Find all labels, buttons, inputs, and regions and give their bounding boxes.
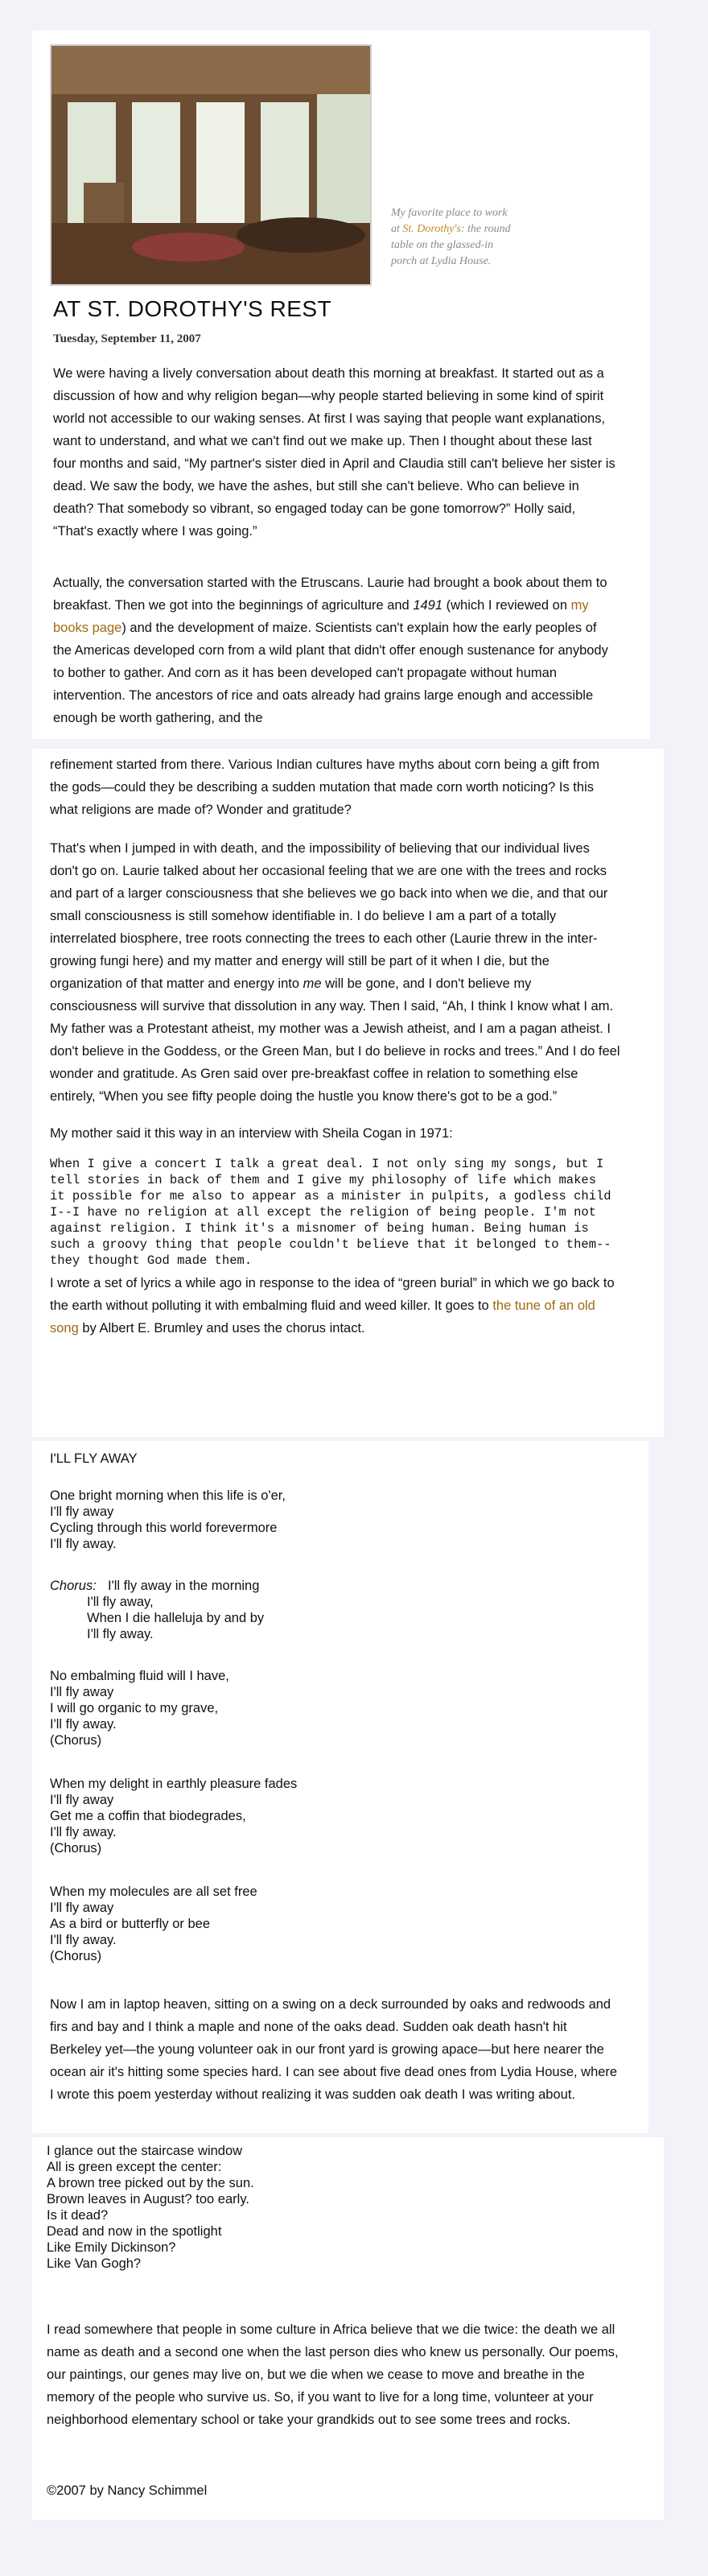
song-verse-2 — [50, 1668, 229, 1748]
verse-2-line-5: (Chorus) — [50, 1733, 102, 1748]
verse-3-line-2: I'll fly away — [50, 1793, 114, 1807]
paragraph-7: I read somewhere that people in some culture in Africa believe that we die twice: the death we all name as death and a second one when the last person dies who knew us personally. Our poems, our paintings, our genes may live on, but we die when we cease to move and breathe in the memory of the people who survive us. So, if you want to live for a long time, volunteer at your neighborhood elementary school or take your grandkids out to see some trees and rocks. — [47, 2322, 619, 2427]
caption-line-2 — [391, 221, 576, 237]
chorus-line-2: I'll fly away, — [87, 1595, 154, 1609]
paragraph-2-text-b: (which I reviewed on — [442, 598, 571, 613]
caption-line-3: table on the glassed-in — [391, 239, 494, 251]
verse-3-line-3: Get me a coffin that biodegrades, — [50, 1809, 246, 1823]
song-verse-3 — [50, 1776, 297, 1856]
verse-3-line-1: When my delight in earthly pleasure fades — [50, 1777, 298, 1791]
paragraph-5-text-b: by Albert E. Brumley and uses the chorus intact. — [78, 1321, 365, 1335]
porch-photo-illustration — [51, 46, 370, 284]
interview-quote: When I give a concert I talk a great deal. I not only sing my songs, but I tell stories in back of them and I give my philosophy of life which makes it possible for me also to appear as a minister in pulpits, a godless child I--I have no religion at all except the religion of being people. I'm not against religion. I think it's a misnomer of being human. Being human is such a groovy thing that people couldn't believe that it belonged to them--they thought God made them. — [50, 1157, 611, 1268]
verse-3-line-4: I'll fly away. — [50, 1825, 117, 1839]
verse-3-line-5: (Chorus) — [50, 1841, 102, 1856]
verse-2-line-1: No embalming fluid will I have, — [50, 1669, 229, 1683]
paragraph-5 — [50, 1272, 621, 1340]
copyright-notice: ©2007 by Nancy Schimmel — [47, 2483, 208, 2498]
chorus-line-1-text: I'll fly away in the morning — [108, 1579, 260, 1593]
paragraph-2-text-a: Actually, the conversation started with the Etruscans. Laurie had brought a book about them to breakfast. Then we got into the beginnings of agriculture and — [53, 576, 607, 613]
caption-prefix: at — [391, 223, 403, 235]
song-verse-1 — [50, 1488, 286, 1552]
caption-suffix: : the round — [460, 223, 511, 235]
porch-photo — [50, 44, 372, 286]
paragraph-2 — [53, 572, 616, 729]
staircase-poem — [47, 2143, 254, 2272]
chorus-line-4: I'll fly away. — [87, 1627, 154, 1641]
poem-line-8: Like Van Gogh? — [47, 2256, 142, 2271]
verse-1-line-3: Cycling through this world forevermore — [50, 1521, 278, 1535]
song-chorus — [50, 1578, 264, 1642]
paragraph-2-continued: refinement started from there. Various Indian cultures have myths about corn being a gift from the gods—could they be describing a sudden mutation that made corn worth noticing? Is this what religions are made of? Wonder and gratitude? — [50, 758, 599, 817]
paragraph-3-emphasis: me — [303, 976, 322, 991]
photo-caption — [391, 205, 576, 270]
poem-line-2: All is green except the center: — [47, 2160, 222, 2174]
poem-line-5: Is it dead? — [47, 2208, 109, 2223]
poem-line-3: A brown tree picked out by the sun. — [47, 2176, 254, 2190]
verse-4-line-3: As a bird or butterfly or bee — [50, 1917, 211, 1931]
st-dorothys-link[interactable]: St. Dorothy's — [402, 223, 461, 235]
song-title: I'LL FLY AWAY — [50, 1451, 138, 1466]
poem-line-1: I glance out the staircase window — [47, 2144, 243, 2158]
paragraph-5-text-a: I wrote a set of lyrics a while ago in response to the idea of “green burial” in which we go back to the earth without polluting it with embalming fluid and weed killer. It goes to — [50, 1276, 615, 1313]
song-verse-4 — [50, 1884, 257, 1964]
verse-2-line-3: I will go organic to my grave, — [50, 1701, 219, 1715]
verse-2-line-2: I'll fly away — [50, 1685, 114, 1699]
page-title: AT ST. DOROTHY'S REST — [53, 296, 332, 321]
caption-line-4: porch at Lydia House. — [391, 255, 492, 267]
paragraph-3 — [50, 837, 621, 1108]
verse-4-line-2: I'll fly away — [50, 1901, 114, 1915]
verse-2-line-4: I'll fly away. — [50, 1717, 117, 1732]
paragraph-1: We were having a lively conversation about death this morning at breakfast. It started out as a discussion of how and why religion began—why people started believing in some kind of spirit world not accessible to our waking senses. At first I was saying that people want explanations, want to understand, and what we can't find out we make up. Then I thought about these last four months and said, “My partner's sister died in April and Claudia still can't believe her sister is dead. We saw the body, we have the ashes, but still she can't believe. Who can believe in death? That somebody so vibrant, so engaged today can be gone tomorrow?” Holly said, “That's exactly where I was going.” — [53, 366, 615, 539]
poem-line-4: Brown leaves in August? too early. — [47, 2192, 249, 2207]
chorus-line-3: When I die halleluja by and by — [87, 1611, 265, 1625]
chorus-label: Chorus: — [50, 1579, 97, 1593]
paragraph-6: Now I am in laptop heaven, sitting on a swing on a deck surrounded by oaks and redwoods and firs and bay and I think a maple and none of the oaks dead. Sudden oak death hasn't hit Berkeley yet—the young volunteer oak in our front yard is growing apace—but here nearer the ocean air it's hitting some species hard. I can see about five dead ones from Lydia House, where I wrote this poem yesterday without realizing it was sudden oak death I was writing about. — [50, 1997, 618, 2102]
verse-4-line-5: (Chorus) — [50, 1949, 102, 1963]
verse-4-line-1: When my molecules are all set free — [50, 1885, 257, 1899]
poem-line-6: Dead and now in the spotlight — [47, 2224, 222, 2239]
post-date: Tuesday, September 11, 2007 — [53, 332, 201, 345]
book-title-1491: 1491 — [413, 598, 443, 613]
paragraph-4: My mother said it this way in an interview with Sheila Cogan in 1971: — [50, 1126, 453, 1141]
poem-line-7: Like Emily Dickinson? — [47, 2240, 176, 2255]
old-song-link[interactable]: the tune of an old song — [50, 1298, 595, 1335]
verse-4-line-4: I'll fly away. — [50, 1933, 117, 1947]
verse-1-line-4: I'll fly away. — [50, 1537, 117, 1551]
caption-line-1: My favorite place to work — [391, 207, 508, 219]
verse-1-line-1: One bright morning when this life is o'er, — [50, 1488, 286, 1503]
paragraph-3-text-b: will be gone, and I don't believe my consciousness will survive that dissolution in any way. Then I said, “Ah, I think I know what I am. My father was a Protestant atheist, my mother was a Jewish atheist, and I am a pagan atheist. I don't believe in the Goddess, or the Green Man, but I do believe in rocks and trees.” And I do feel wonder and gratitude. As Gren said over pre-breakfast coffee in relation to something else entirely, “When you see fifty people doing the hustle you know there's got to be a god.” — [50, 976, 620, 1104]
paragraph-3-text-a: That's when I jumped in with death, and the impossibility of believing that our individual lives don't go on. Laurie talked about her occasional feeling that we are one with the trees and rocks and part of a larger consciousness that she believes we go back into when we die, and that our small consciousness is still somehow identifiable in. I do believe I am a part of a totally interrelated biosphere, tree roots connecting the trees to each other (Laurie threw in the inter-growing fungi here) and my matter and energy will still be part of it when I die, but the organization of that matter and energy into — [50, 841, 608, 991]
paragraph-2-text-c: ) and the development of maize. Scientists can't explain how the early peoples of the Americas developed corn from a wild plant that didn't offer enough sustenance for anybody to bother to gather. And corn as it has been developed can't propagate without human intervention. The ancestors of rice and oats already had grains large enough and accessible enough be worth gathering, and the — [53, 621, 608, 725]
my-books-page-link[interactable]: my books page — [53, 598, 589, 635]
chorus-line-1 — [50, 1578, 264, 1594]
verse-1-line-2: I'll fly away — [50, 1505, 114, 1519]
